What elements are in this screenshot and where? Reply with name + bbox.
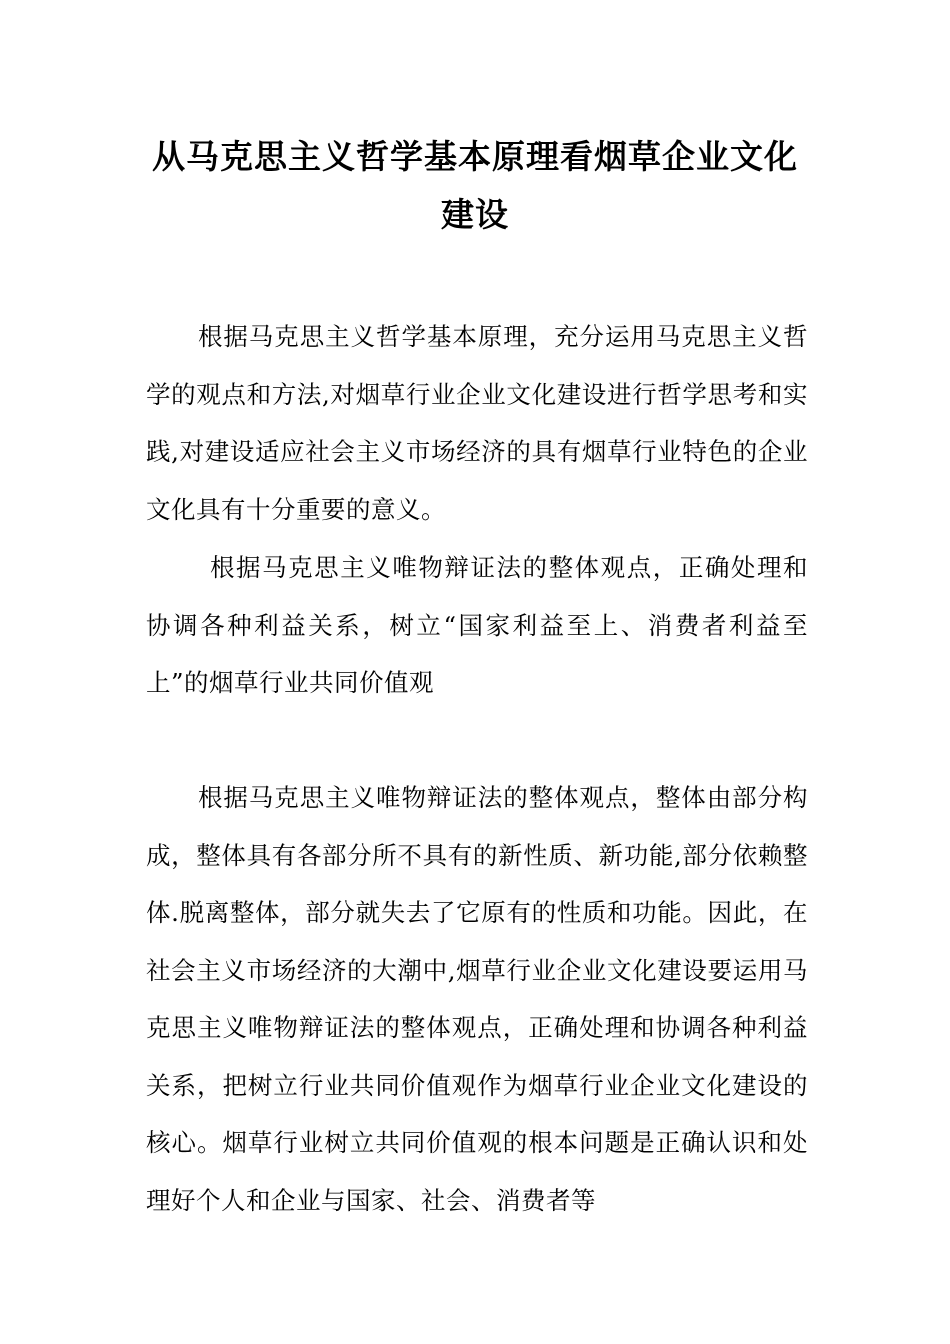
paragraph-body: 根据马克思主义唯物辩证法的整体观点，整体由部分构成，整体具有各部分所不具有的新性质、新功能,部分依赖整体.脱离整体，部分就失去了它原有的性质和功能。因此，在社会主义市场经济的大潮中,烟草行业企业文化建设要运用马克思主义唯物辩证法的整体观点，正确处理和协调各种利益关系，把树立行业共同价值观作为烟草行业企业文化建设的核心。烟草行业树立共同价值观的根本问题是正确认识和处理好个人和企业与国家、社会、消费者等 [146,783,808,1215]
paragraph-section-heading: 根据马克思主义唯物辩证法的整体观点，正确处理和协调各种利益关系，树立“国家利益至上、消费者利益至上”的烟草行业共同价值观 [146,553,808,697]
document-title: 从马克思主义哲学基本原理看烟草企业文化建设 [152,137,798,234]
paragraph-intro: 根据马克思主义哲学基本原理，充分运用马克思主义哲学的观点和方法,对烟草行业企业文化建设进行哲学思考和实践,对建设适应社会主义市场经济的具有烟草行业特色的企业文化具有十分重要的意义。 [146,322,808,524]
